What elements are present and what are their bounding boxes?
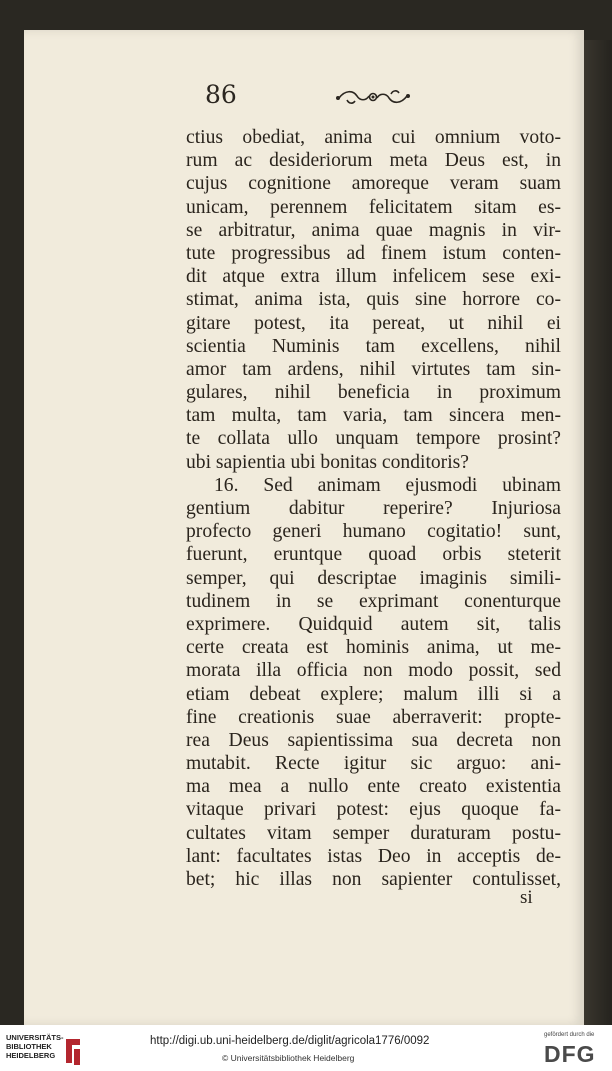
- copyright-notice: © Universitätsbibliothek Heidelberg: [222, 1053, 355, 1063]
- text-line: ubi sapientia ubi bonitas conditoris?: [186, 451, 469, 473]
- fleuron-ornament-icon: [333, 86, 413, 108]
- text-line: gulares, nihil beneficia in proximum: [186, 382, 561, 404]
- facing-page-edge: [584, 40, 612, 1025]
- text-line: tam multa, tam varia, tam sincera men-: [186, 405, 561, 427]
- dfg-logo[interactable]: DFG: [544, 1041, 596, 1067]
- text-line: exprimere. Quidquid autem sit, talis: [186, 613, 561, 635]
- text-line: tute progressibus ad finem istum conten-: [186, 242, 561, 264]
- library-seal-icon: [62, 1037, 84, 1067]
- text-line: gitare potest, ita pereat, ut nihil ei: [186, 312, 561, 334]
- library-name-line: UNIVERSITÄTS-: [6, 1033, 64, 1042]
- text-line: se arbitratur, anima quae magnis in vir-: [186, 219, 561, 241]
- text-line: rea Deus sapientissima sua decreta non: [186, 729, 561, 751]
- text-line: scientia Numinis tam excellens, nihil: [186, 335, 561, 357]
- text-line: lant: facultates istas Deo in acceptis de-: [186, 845, 561, 867]
- catchword: si: [520, 887, 533, 908]
- permalink-url[interactable]: http://digi.ub.uni-heidelberg.de/diglit/agricola1776/0092: [150, 1035, 430, 1047]
- text-line: unicam, perennem felicitatem sitam es-: [186, 196, 561, 218]
- text-line: mutabit. Recte igitur sic arguo: ani-: [186, 753, 561, 775]
- text-line: stimat, anima ista, quis sine horrore co-: [186, 289, 561, 311]
- library-name-line: HEIDELBERG: [6, 1051, 56, 1060]
- text-line: profecto generi humano cogitatio! sunt,: [186, 521, 561, 543]
- text-line: bet; hic illas non sapienter contulisset,: [186, 869, 561, 890]
- text-line: vitaque privari potest: ejus quoque fa-: [186, 799, 561, 821]
- page-header: [205, 80, 425, 114]
- text-line: semper, qui descriptae imaginis simili-: [186, 567, 561, 589]
- text-line: fuerunt, eruntque quoad orbis steterit: [186, 544, 561, 566]
- text-line: tudinem in se exprimant conenturque: [186, 590, 561, 612]
- text-line: te collata ullo unquam tempore prosint?: [186, 428, 561, 450]
- library-name-line: BIBLIOTHEK: [6, 1042, 52, 1051]
- page-text: [186, 126, 561, 891]
- funding-label: gefördert durch die: [544, 1032, 595, 1038]
- text-line: dit atque extra illum infelicem sese exi-: [186, 266, 561, 288]
- text-line: etiam debeat explere; malum illi si a: [186, 683, 561, 705]
- text-line: rum ac desideriorum meta Deus est, in: [186, 150, 561, 172]
- text-line: fine creationis suae aberraverit: propte-: [186, 706, 561, 728]
- text-line: amor tam ardens, nihil virtutes tam sin-: [186, 358, 561, 380]
- page-number: 86: [205, 80, 237, 109]
- text-line: cultates vitam semper duraturam postu-: [186, 822, 561, 844]
- text-line: cujus cognitione amoreque veram suam: [186, 173, 561, 195]
- text-line: ma mea a nullo ente creato existentia: [186, 776, 561, 798]
- paragraph-start: 16. Sed animam ejusmodi ubinam: [214, 474, 561, 496]
- text-line: certe creata est hominis anima, ut me-: [186, 637, 561, 659]
- text-line: morata illa officia non modo possit, sed: [186, 660, 561, 682]
- text-line: gentium dabitur reperire? Injuriosa: [186, 498, 561, 519]
- text-line: ctius obediat, anima cui omnium voto-: [186, 127, 561, 148]
- viewer-footer: [0, 1025, 612, 1071]
